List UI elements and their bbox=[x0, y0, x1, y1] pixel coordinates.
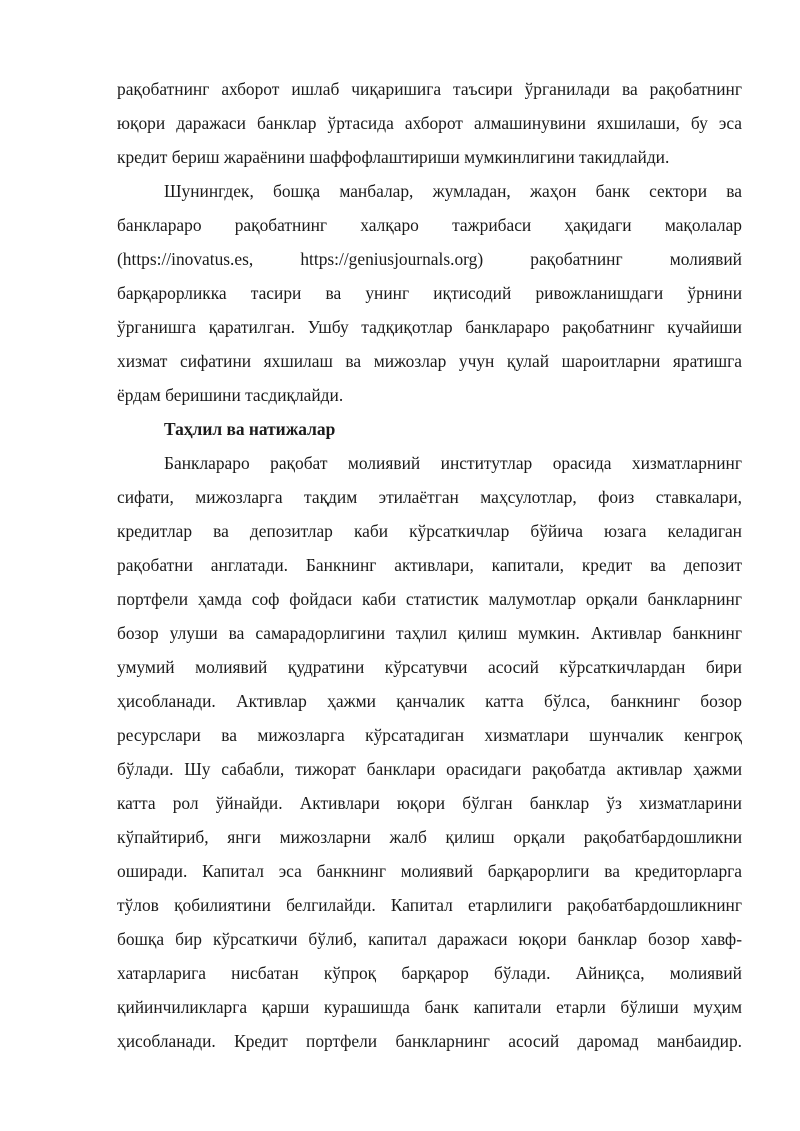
text-line: бозор улуши ва самарадорлигини таҳлил қилиш мумкин. Активлар банкнинг bbox=[117, 623, 742, 643]
text-line: рақобатни англатади. Банкнинг активлари, капитали, кредит ва депозит bbox=[117, 555, 742, 575]
text-line: Шунингдек, бошқа манбалар, жумладан, жаҳон банк сектори ва bbox=[164, 181, 742, 201]
text-line: рақобатнинг ахборот ишлаб чиқаришига таъсири ўрганилади ва рақобатнинг bbox=[117, 79, 742, 99]
text-line: умумий молиявий қудратини кўрсатувчи асосий кўрсаткичлардан бири bbox=[117, 657, 742, 677]
text-line: ресурслари ва мижозларга кўрсатадиган хизматлари шунчалик кенгроқ bbox=[117, 725, 742, 745]
text-line: хатарларига нисбатан кўпроқ барқарор бўлади. Айниқса, молиявий bbox=[117, 963, 742, 983]
text-line: ҳисобланади. Активлар ҳажми қанчалик катта бўлса, банкнинг бозор bbox=[117, 691, 742, 711]
text-line: кўпайтириб, янги мижозларни жалб қилиш орқали рақобатбардошликни bbox=[117, 827, 742, 847]
text-line: (https://inovatus.es, https://geniusjournals.org) рақобатнинг молиявий bbox=[117, 249, 742, 269]
text-line: портфели ҳамда соф фойдаси каби статистик малумотлар орқали банкларнинг bbox=[117, 589, 742, 609]
text-line: банклараро рақобатнинг халқаро тажрибаси ҳақидаги мақолалар bbox=[117, 215, 742, 235]
text-line: кредит бериш жараёнини шаффофлаштириши мумкинлигини такидлайди. bbox=[117, 147, 670, 167]
text-line: бўлади. Шу сабабли, тижорат банклари орасидаги рақобатда активлар ҳажми bbox=[117, 759, 742, 779]
text-line: қийинчиликларга қарши курашишда банк капитали етарли бўлиши муҳим bbox=[117, 997, 742, 1017]
paragraph-3 bbox=[117, 446, 742, 1058]
text-line: барқарорликка тасири ва унинг иқтисодий ривожланишдаги ўрнини bbox=[117, 283, 742, 303]
text-line: ҳисобланади. Кредит портфели банкларнинг асосий даромад манбаидир. bbox=[117, 1031, 742, 1051]
section-heading: Таҳлил ва натижалар bbox=[164, 419, 336, 439]
text-line: ўрганишга қаратилган. Ушбу тадқиқотлар банклараро рақобатнинг кучайиши bbox=[117, 317, 742, 337]
text-line: катта рол ўйнайди. Активлари юқори бўлган банклар ўз хизматларини bbox=[117, 793, 742, 813]
paragraph-1 bbox=[117, 72, 742, 174]
document-page bbox=[117, 72, 742, 1058]
text-line: оширади. Капитал эса банкнинг молиявий барқарорлиги ва кредиторларга bbox=[117, 861, 742, 881]
text-line: Банклараро рақобат молиявий институтлар орасида хизматларнинг bbox=[164, 453, 742, 473]
text-line: хизмат сифатини яхшилаш ва мижозлар учун қулай шароитларни яратишга bbox=[117, 351, 742, 371]
text-line: юқори даражаси банклар ўртасида ахборот алмашинувини яхшилаши, бу эса bbox=[117, 113, 742, 133]
text-line: бошқа бир кўрсаткичи бўлиб, капитал даражаси юқори банклар бозор хавф- bbox=[117, 929, 742, 949]
text-line: кредитлар ва депозитлар каби кўрсаткичлар бўйича юзага келадиган bbox=[117, 521, 742, 541]
text-line: сифати, мижозларга тақдим этилаётган маҳсулотлар, фоиз ставкалари, bbox=[117, 487, 742, 507]
paragraph-2 bbox=[117, 174, 742, 412]
text-line: ёрдам беришини тасдиқлайди. bbox=[117, 385, 344, 405]
text-line: тўлов қобилиятини белгилайди. Капитал етарлилиги рақобатбардошликнинг bbox=[117, 895, 742, 915]
